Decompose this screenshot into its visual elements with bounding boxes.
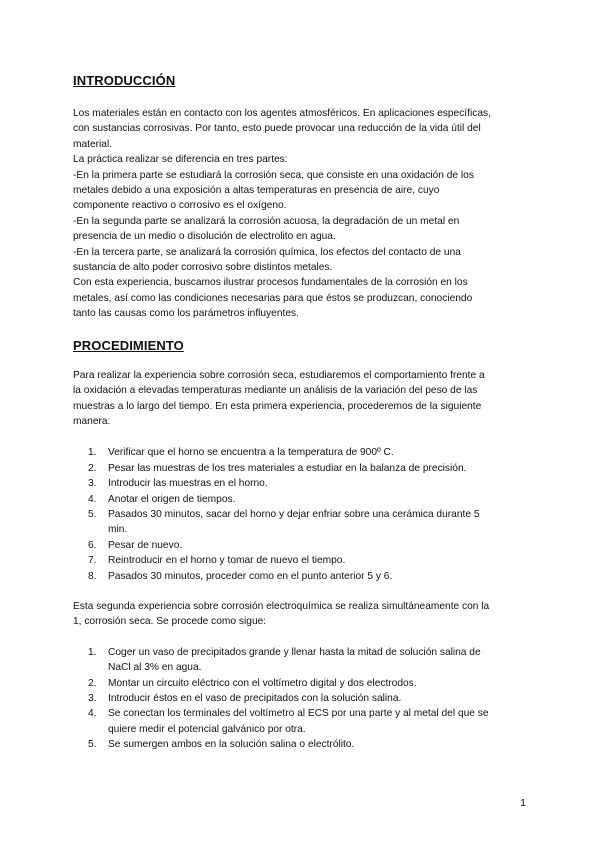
- list-number: 1.: [88, 447, 97, 459]
- text-line: Para realizar la experiencia sobre corrosión seca, estudiaremos el comportamiento frente a: [73, 369, 485, 381]
- list-number: 3.: [88, 478, 97, 490]
- list-text: Reintroducir en el horno y tomar de nuevo el tiempo.: [108, 555, 346, 567]
- list-text: Pesar de nuevo.: [108, 539, 183, 551]
- text-line: manera:: [73, 415, 111, 427]
- text-line: la oxidación a elevadas temperaturas mediante un análisis de la variación del peso de las: [73, 385, 478, 397]
- text-line: componente reactivo o corrosivo es el oxígeno.: [73, 200, 287, 212]
- list-text: quiere medir el potencial galvánico por otra.: [108, 723, 306, 735]
- list-item: [73, 737, 533, 752]
- text-line: -En la primera parte se estudiará la corrosión seca, que consiste en una oxidación de los: [73, 169, 474, 181]
- list-item: [73, 445, 533, 460]
- page-number: 1: [520, 797, 526, 809]
- procedure-list-dry-corrosion: [73, 445, 533, 584]
- list-text: min.: [108, 524, 128, 536]
- text-line: material.: [73, 138, 113, 150]
- list-text: Verificar que el horno se encuentra a la temperatura de 900º C.: [108, 447, 394, 459]
- list-item: [73, 645, 533, 676]
- heading-procedimiento: PROCEDIMIENTO: [73, 337, 184, 353]
- list-number: 7.: [88, 555, 97, 567]
- text-line: La práctica realizar se diferencia en tres partes:: [73, 154, 288, 166]
- list-text: NaCl al 3% en agua.: [108, 662, 202, 674]
- text-line: tanto las causas como los parámetros influyentes.: [73, 308, 299, 320]
- list-text: Montar un circuito eléctrico con el voltímetro digital y dos electrodos.: [108, 677, 417, 689]
- text-line: Esta segunda experiencia sobre corrosión electroquímica se realiza simultáneamente con la: [73, 600, 490, 612]
- text-line: metales debido a una exposición a altas temperaturas en presencia de aire, cuyo: [73, 185, 440, 197]
- text-line: Con esta experiencia, buscamos ilustrar procesos fundamentales de la corrosión en los: [73, 277, 468, 289]
- procedimiento-intro: [73, 368, 533, 430]
- list-number: 5.: [88, 739, 97, 751]
- list-text: Se sumergen ambos en la solución salina o electrólito.: [108, 739, 355, 751]
- text-line: con sustancias corrosivas. Por tanto, esto puede provocar una reducción de la vida útil del: [73, 123, 481, 135]
- list-text: Pasados 30 minutos, sacar del horno y dejar enfriar sobre una cerámica durante 5: [108, 508, 480, 520]
- list-text: Coger un vaso de precipitados grande y llenar hasta la mitad de solución salina de: [108, 646, 481, 658]
- list-number: 2.: [88, 462, 97, 474]
- text-line: metales, así como las condiciones necesarias para que éstos se produzcan, conociendo: [73, 292, 473, 304]
- text-line: 1, corrosión seca. Se procede como sigue:: [73, 616, 267, 628]
- list-text: Introducir las muestras en el horno.: [108, 478, 268, 490]
- list-number: 6.: [88, 539, 97, 551]
- list-item: [73, 492, 533, 507]
- text-line: -En la segunda parte se analizará la corrosión acuosa, la degradación de un metal en: [73, 215, 460, 227]
- list-number: 8.: [88, 570, 97, 582]
- list-item: [73, 476, 533, 491]
- list-item: [73, 461, 533, 476]
- list-number: 4.: [88, 708, 97, 720]
- list-number: 3.: [88, 693, 97, 704]
- procedure-list-electrochemical-corrosion: [73, 645, 533, 753]
- list-text: Pesar las muestras de los tres materiales a estudiar en la balanza de precisión.: [108, 462, 467, 474]
- text-line: Los materiales están en contacto con los agentes atmosféricos. En aplicaciones específicas,: [73, 108, 491, 119]
- introduccion-text: [73, 106, 533, 322]
- list-item: [73, 507, 533, 538]
- text-line: -En la tercera parte, se analizará la corrosión química, los efectos del contacto de una: [73, 246, 461, 258]
- list-item: [73, 569, 533, 584]
- text-line: muestras a lo largo del tiempo. En esta primera experiencia, procederemos de la siguiente: [73, 400, 482, 412]
- list-item: [73, 706, 533, 737]
- list-text: Anotar el origen de tiempos.: [108, 493, 236, 505]
- list-item: [73, 538, 533, 553]
- list-number: 5.: [88, 508, 97, 520]
- list-text: Se conectan los terminales del voltímetro al ECS por una parte y al metal del que se: [108, 708, 489, 720]
- heading-introduccion: INTRODUCCIÓN: [73, 73, 176, 88]
- list-number: 2.: [88, 677, 97, 689]
- list-item: [73, 691, 533, 706]
- procedimiento-second-intro: [73, 599, 533, 630]
- text-line: presencia de un medio o disolución de electrolito en agua.: [73, 231, 336, 243]
- list-item: [73, 553, 533, 568]
- list-text: Pasados 30 minutos, proceder como en el punto anterior 5 y 6.: [108, 570, 393, 582]
- list-number: 1.: [88, 646, 97, 658]
- page-content: [73, 72, 533, 753]
- list-text: Introducir éstos en el vaso de precipitados con la solución salina.: [108, 693, 402, 704]
- text-line: sustancia de alto poder corrosivo sobre distintos metales.: [73, 262, 333, 274]
- list-number: 4.: [88, 493, 97, 505]
- list-item: [73, 676, 533, 691]
